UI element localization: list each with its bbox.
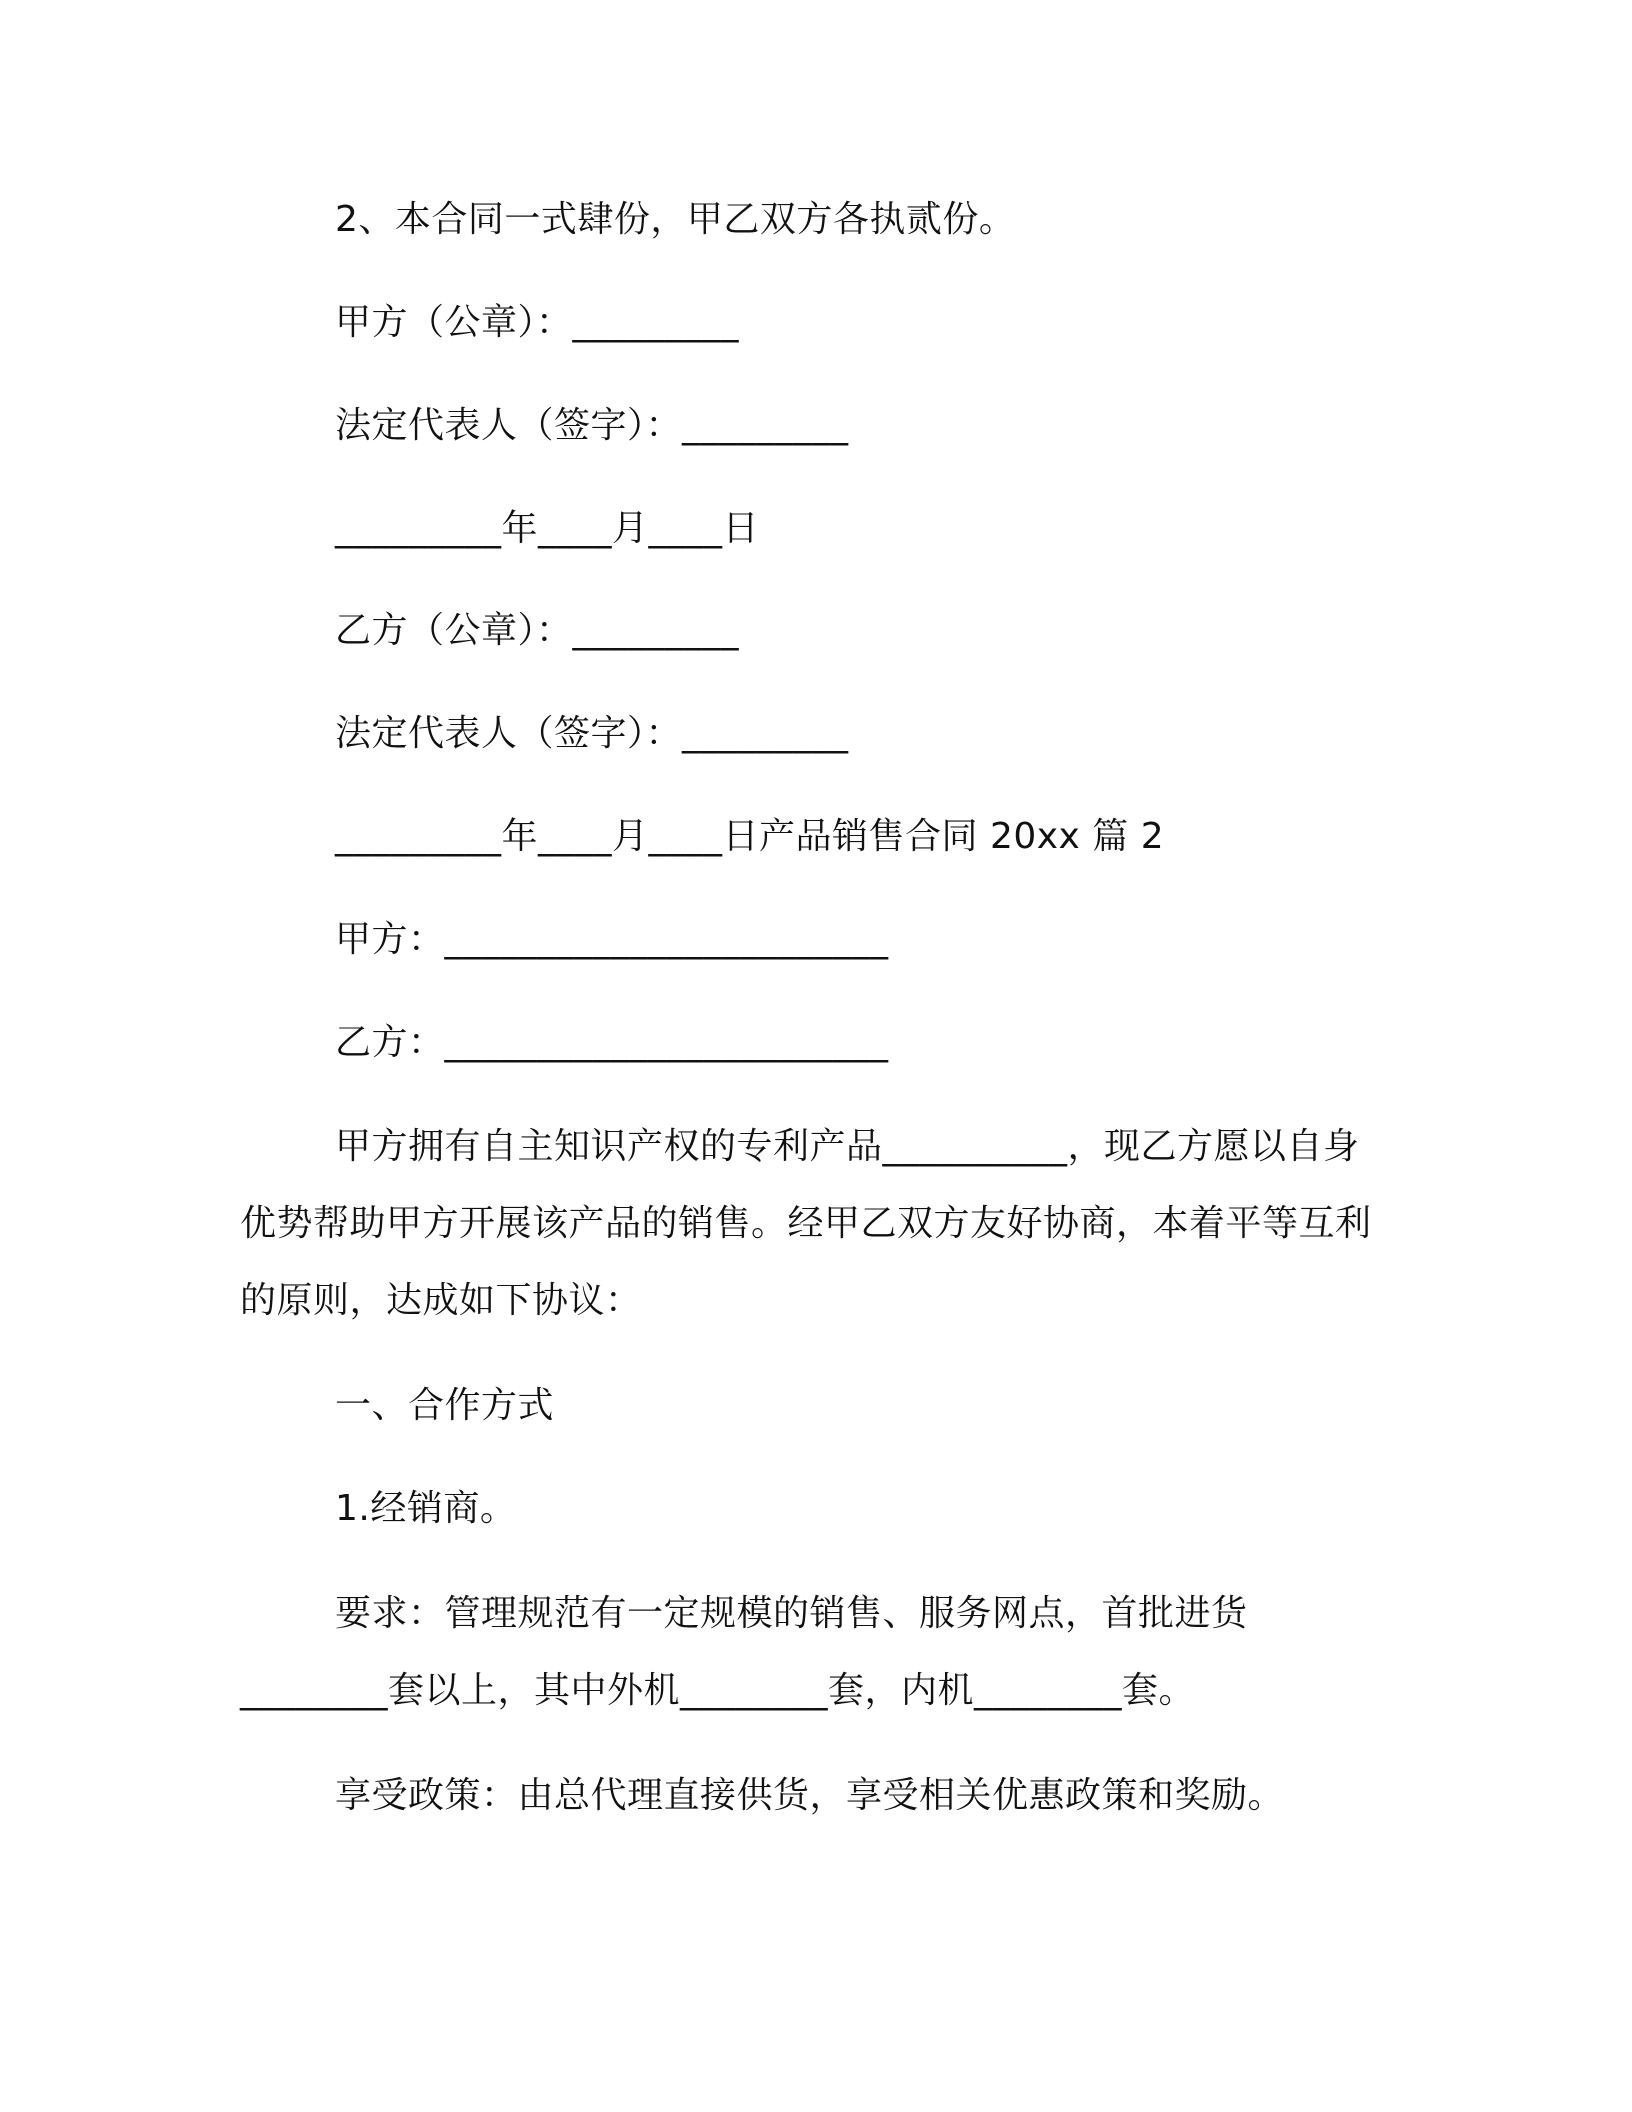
section-title-cooperation: 一、合作方式	[335, 1385, 555, 1426]
policy-line: 享受政策：由总代理直接供货，享受相关优惠政策和奖励。	[335, 1775, 1285, 1816]
item-distributor: 1.经销商。	[335, 1488, 517, 1529]
party-b-date-and-title-line: _________年____月____日产品销售合同 20xx 篇 2	[335, 816, 1165, 857]
clause-copies: 2、本合同一式肆份，甲乙双方各执贰份。	[335, 199, 1016, 240]
contract2-party-a-line: 甲方：________________________	[335, 919, 889, 960]
contract2-party-b-line: 乙方：________________________	[335, 1022, 889, 1063]
party-a-representative-line: 法定代表人（签字）：_________	[335, 405, 849, 446]
requirement-paragraph: 要求：管理规范有一定规模的销售、服务网点，首批进货________套以上，其中外机________套，内机________套。	[240, 1593, 1248, 1711]
party-a-date-line: _________年____月____日	[335, 508, 759, 549]
party-b-seal-line: 乙方（公章）：_________	[335, 610, 740, 651]
party-b-representative-line: 法定代表人（签字）：_________	[335, 713, 849, 754]
party-a-seal-line: 甲方（公章）：_________	[335, 302, 740, 343]
intro-paragraph: 甲方拥有自主知识产权的专利产品__________，现乙方愿以自身优势帮助甲方开展该产品的销售。经甲乙双方友好协商，本着平等互利的原则，达成如下协议：	[240, 1126, 1372, 1321]
